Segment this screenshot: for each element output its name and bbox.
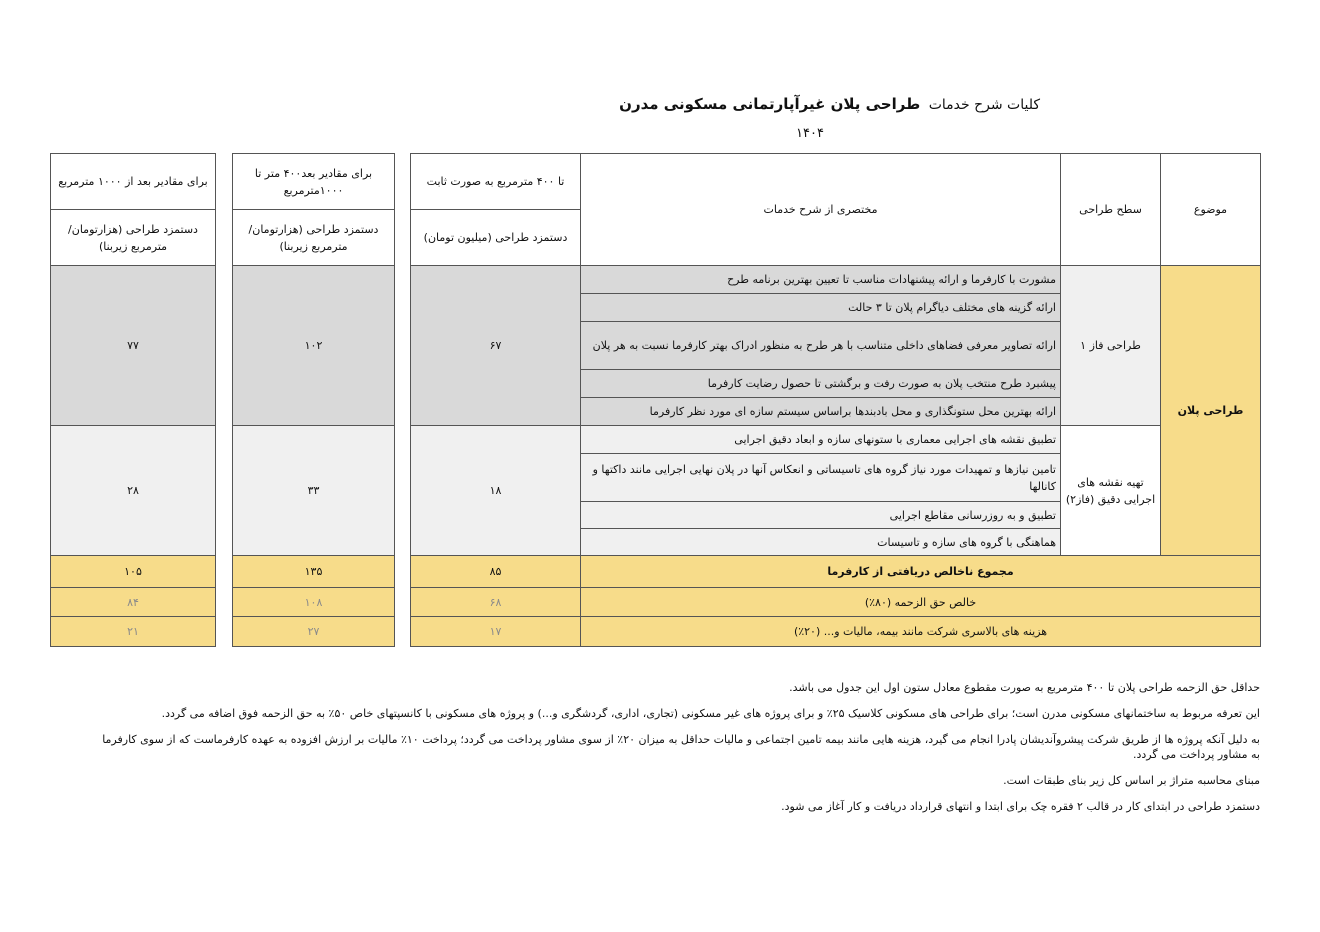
document-year: ۱۴۰۴ [796, 126, 824, 141]
total-net-col2: ۱۰۸ [233, 588, 395, 617]
header-col2-top: برای مقادیر بعد۴۰۰ متر تا ۱۰۰۰مترمربع [233, 154, 395, 210]
note-item: این تعرفه مربوط به ساختمانهای مسکونی مدرن است؛ برای طراحی های مسکونی کلاسیک ۲۵٪ و برای پروژه های غیر مسکونی (تجاری، اداری، گردشگری و...) و پروژه های مسکونی با کانسپتهای خاص ۵۰٪ به حق الزحمه فوق اضافه می گردد. [161, 707, 1260, 720]
phase2-item: تامین نیازها و تمهیدات مورد نیاز گروه های تاسیساتی و انعکاس آنها در پلان نهایی اجرایی مانند داکتها و کانالها [581, 454, 1061, 502]
phase1-col3-value: ۷۷ [51, 266, 216, 426]
header-level: سطح طراحی [1061, 154, 1161, 266]
total-overhead-col3: ۲۱ [51, 617, 216, 647]
header-subject: موضوع [1161, 154, 1261, 266]
header-col1-bottom: دستمزد طراحی (میلیون تومان) [423, 231, 568, 244]
phase2-label: تهیه نقشه های اجرایی دقیق (فاز۲) [1061, 426, 1161, 556]
note-item: به دلیل آنکه پروژه ها از طریق شرکت پیشروآندیشان پادرا انجام می گیرد، هزینه هایی مانند بیمه تامین اجتماعی و مالیات حداقل به میزان ۲۰٪ از سوی مشاور پرداخت می گردد؛ پرداخت ۱۰٪ مالیات بر ارزش افزوده به عهده کارفرماست که از سوی کارفرما به مشاور پرداخت می گردد. [102, 733, 1260, 761]
total-net-label: خالص حق الزحمه (۸۰٪) [581, 588, 1261, 617]
subject-cell: طراحی پلان [1161, 266, 1261, 556]
total-gross-label: مجموع ناخالص دریافتی از کارفرما [581, 556, 1261, 588]
phase2-col2-value: ۳۳ [233, 426, 395, 556]
total-gross-col3: ۱۰۵ [51, 556, 216, 588]
total-gross-col2: ۱۳۵ [233, 556, 395, 588]
phase2-col1-value: ۱۸ [411, 426, 581, 556]
phase1-item: ارائه بهترین محل ستونگذاری و محل بادبندها براساس سیستم سازه ای مورد نظر کارفرما [581, 398, 1061, 426]
phase1-col1-value: ۶۷ [411, 266, 581, 426]
title-main: طراحی پلان غیرآپارتمانی مسکونی مدرن [619, 95, 921, 113]
total-overhead-label: هزینه های بالاسری شرکت مانند بیمه، مالیات و... (۲۰٪) [581, 617, 1261, 647]
phase1-item: پیشبرد طرح منتخب پلان به صورت رفت و برگشتی تا حصول رضایت کارفرما [581, 370, 1061, 398]
note-item: حداقل حق الزحمه طراحی پلان تا ۴۰۰ مترمربع به صورت مقطوع معادل ستون اول این جدول می باشد. [789, 681, 1260, 694]
phase1-item: ارائه گزینه های مختلف دیاگرام پلان تا ۳ حالت [581, 294, 1061, 322]
header-col3-bottom: دستمزد طراحی (هزارتومان/ مترمربع زیربنا) [51, 210, 216, 266]
header-col3-top: برای مقادیر بعد از ۱۰۰۰ مترمربع [51, 154, 216, 210]
phase1-label: طراحی فاز ۱ [1061, 266, 1161, 426]
phase2-item: تطبیق نقشه های اجرایی معماری با ستونهای سازه و ابعاد دقیق اجرایی [581, 426, 1061, 454]
services-table [410, 153, 1261, 647]
notes-section [100, 680, 1260, 825]
total-overhead-col2: ۲۷ [233, 617, 395, 647]
header-col1 [411, 154, 581, 266]
phase1-item: مشورت با کارفرما و ارائه پیشنهادات مناسب تا تعیین بهترین برنامه طرح [581, 266, 1061, 294]
phase2-col3-value: ۲۸ [51, 426, 216, 556]
total-net-col1: ۶۸ [411, 588, 581, 617]
note-item: مبنای محاسبه متراژ بر اساس کل زیر بنای طبقات است. [1003, 774, 1260, 787]
header-col1-top: تا ۴۰۰ مترمربع به صورت ثابت [411, 154, 580, 210]
total-gross-col1: ۸۵ [411, 556, 581, 588]
phase2-item: تطبیق و به روزرسانی مقاطع اجرایی [581, 502, 1061, 529]
rate-table-mid [232, 153, 395, 647]
document-title [560, 94, 1040, 115]
phase1-col2-value: ۱۰۲ [233, 266, 395, 426]
title-prefix: کلیات شرح خدمات [928, 97, 1040, 113]
phase1-item: ارائه تصاویر معرفی فضاهای داخلی متناسب با هر طرح به منظور ادراک بهتر کارفرما نسبت به هر پلان [581, 322, 1061, 370]
phase2-item: هماهنگی با گروه های سازه و تاسیسات [581, 529, 1061, 556]
header-description: مختصری از شرح خدمات [581, 154, 1061, 266]
total-net-col3: ۸۴ [51, 588, 216, 617]
header-col2-bottom: دستمزد طراحی (هزارتومان/ مترمربع زیربنا) [233, 210, 395, 266]
total-overhead-col1: ۱۷ [411, 617, 581, 647]
rate-table-large [50, 153, 216, 647]
note-item: دستمزد طراحی در ابتدای کار در قالب ۲ فقره چک برای ابتدا و انتهای قرارداد دریافت و کار آغاز می شود. [781, 800, 1260, 813]
